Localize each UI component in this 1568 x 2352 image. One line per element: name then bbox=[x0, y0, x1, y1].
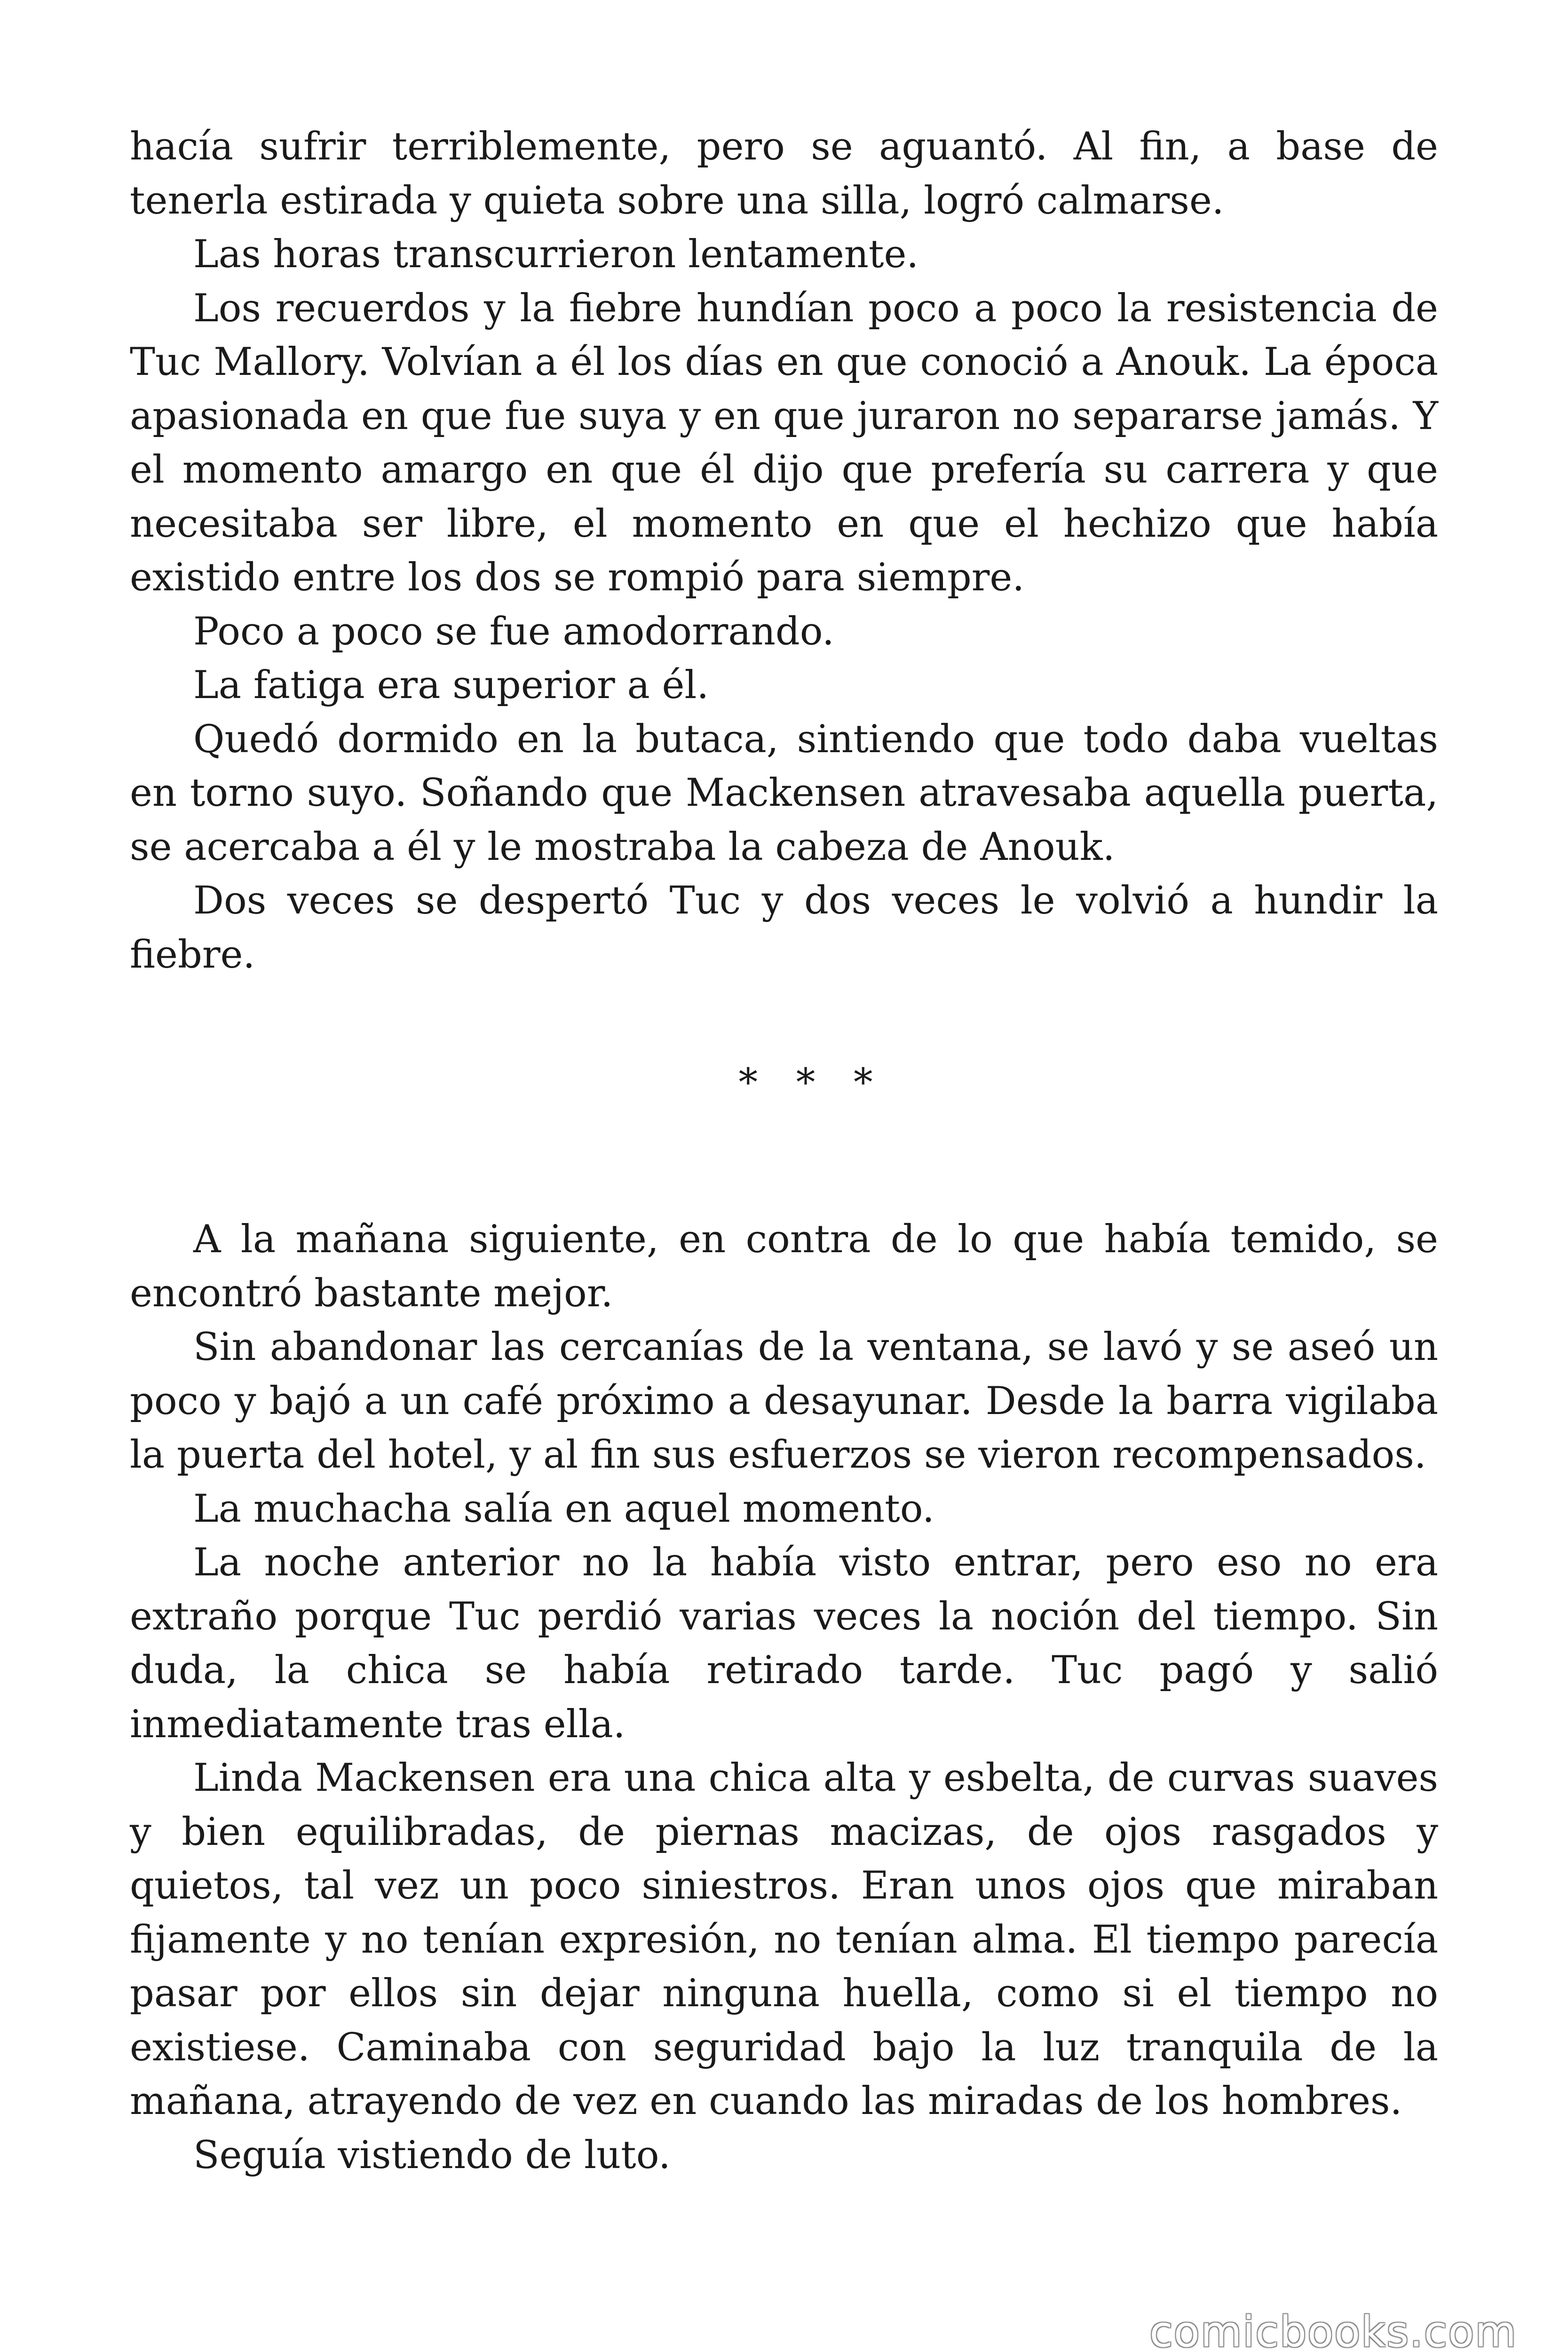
paragraph: La muchacha salía en aquel momento. bbox=[193, 1486, 934, 1531]
paragraph: Seguía vistiendo de luto. bbox=[193, 2133, 671, 2177]
text-block-bottom bbox=[130, 1213, 1438, 2182]
paragraph: Los recuerdos y la fiebre hundían poco a poco la resistencia de Tuc Mallory. Volvían a él los días en que conoció a Anouk. La época apasionada en que fue suya y en que juraron no separarse jamás. Y el momento amargo en que él dijo que prefería su carrera y que necesitaba ser libre, el momento en que el hechizo que había existido entre los dos se rompió para siempre. bbox=[130, 286, 1438, 600]
paragraph: La noche anterior no la había visto entrar, pero eso no era extraño porque Tuc perdió varias veces la noción del tiempo. Sin duda, la chica se había retirado tarde. Tuc pagó y salió inmediatamente tras ella. bbox=[130, 1541, 1438, 1747]
paragraph: Sin abandonar las cercanías de la ventana, se lavó y se aseó un poco y bajó a un café próximo a desayunar. Desde la barra vigilaba la puerta del hotel, y al fin sus esfuerzos se vieron recompensados. bbox=[130, 1325, 1438, 1477]
watermark-logo: comicbooks.com bbox=[1149, 2307, 1517, 2352]
paragraph: Quedó dormido en la butaca, sintiendo que todo daba vueltas en torno suyo. Soñando que Mackensen atravesaba aquella puerta, se acercaba a él y le mostraba la cabeza de Anouk. bbox=[130, 717, 1438, 869]
paragraph: Linda Mackensen era una chica alta y esbelta, de curvas suaves y bien equilibradas, de piernas macizas, de ojos rasgados y quietos, tal vez un poco siniestros. Eran unos ojos que miraban fijamente y no tenían expresión, no tenían alma. El tiempo parecía pasar por ellos sin dejar ninguna huella, como si el tiempo no existiese. Caminaba con seguridad bajo la luz tranquila de la mañana, atrayendo de vez en cuando las miradas de los hombres. bbox=[130, 1756, 1438, 2123]
text-block-top bbox=[130, 120, 1438, 982]
paragraph: Las horas transcurrieron lentamente. bbox=[193, 232, 919, 277]
paragraph: Poco a poco se fue amodorrando. bbox=[193, 609, 834, 654]
paragraph: La fatiga era superior a él. bbox=[193, 663, 709, 707]
paragraph: Dos veces se despertó Tuc y dos veces le volvió a hundir la fiebre. bbox=[130, 879, 1438, 977]
paragraph: hacía sufrir terriblemente, pero se aguantó. Al fin, a base de tenerla estirada y quieta sobre una silla, logró calmarse. bbox=[130, 125, 1438, 223]
section-separator: * * * bbox=[738, 1061, 886, 1105]
paragraph: A la mañana siguiente, en contra de lo que había temido, se encontró bastante mejor. bbox=[130, 1217, 1438, 1316]
